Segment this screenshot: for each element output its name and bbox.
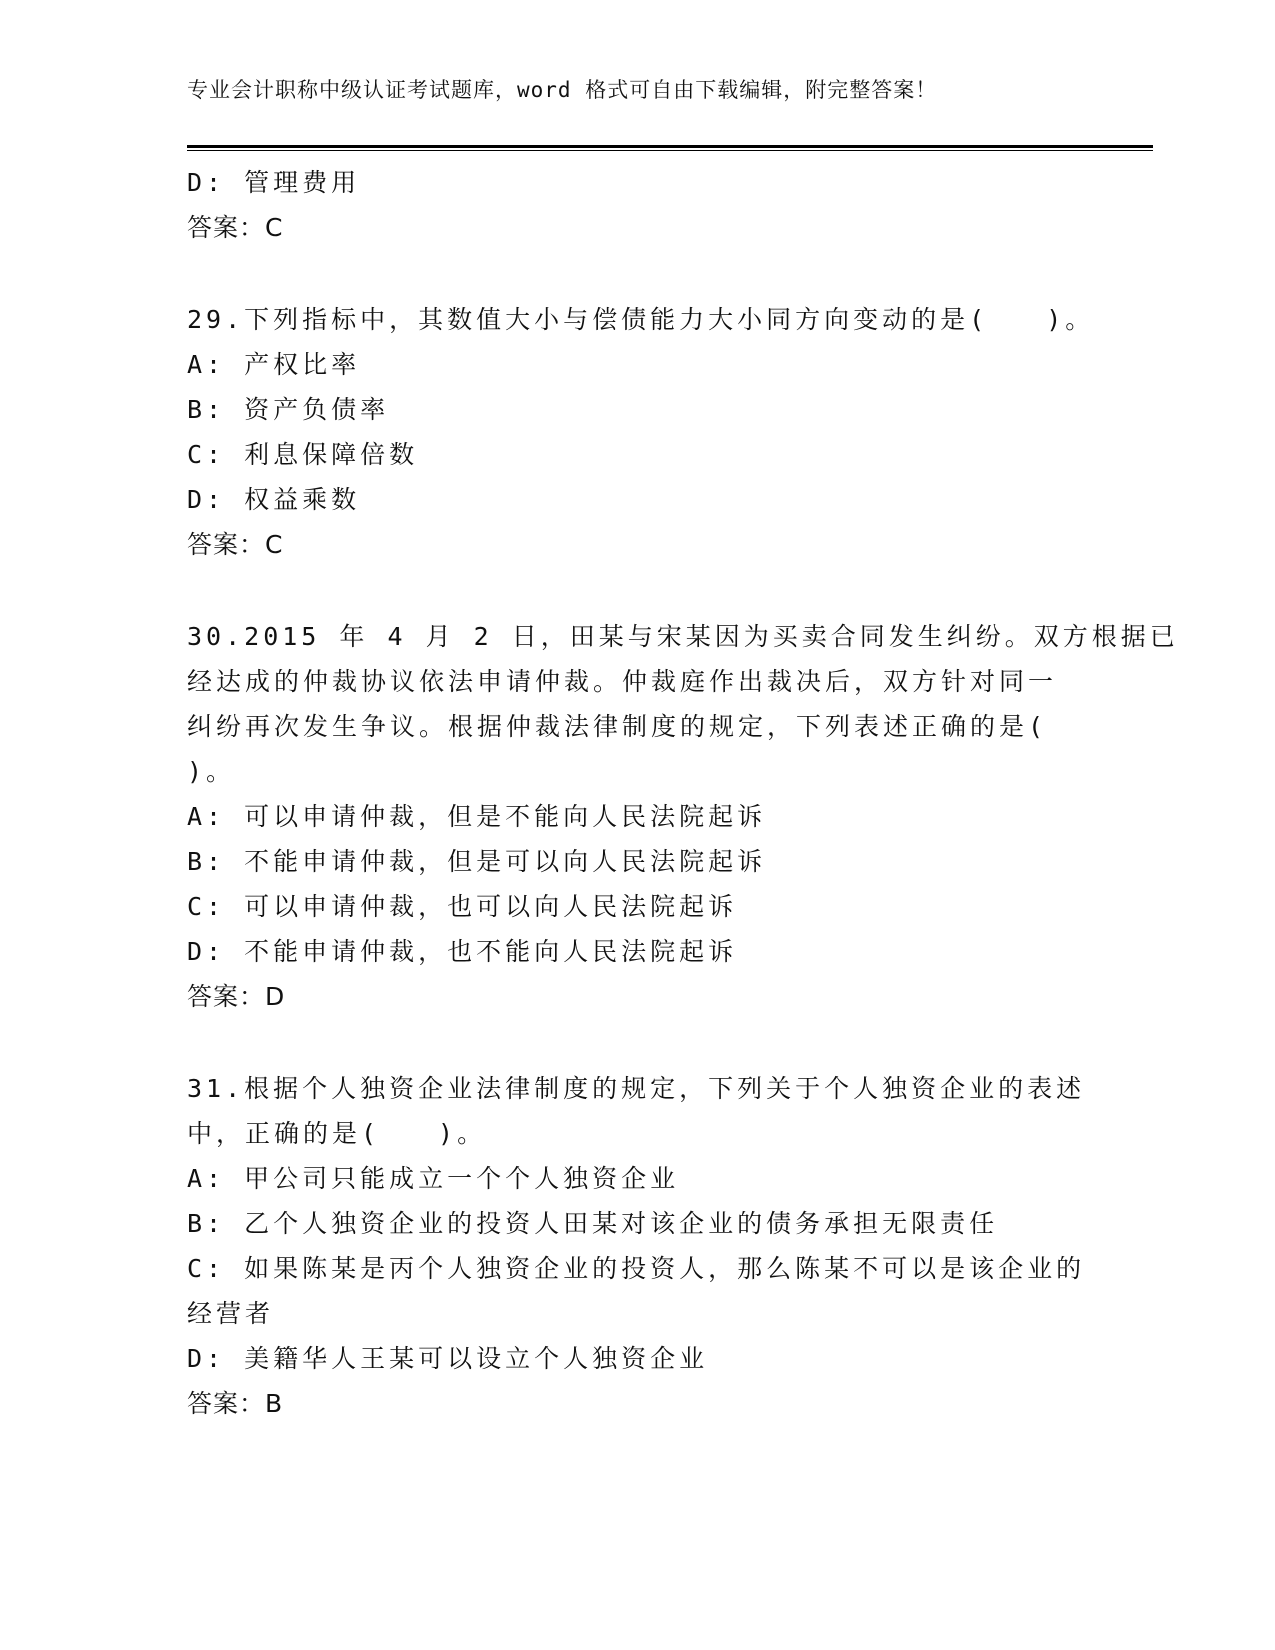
option-c: C: 可以申请仲裁，也可以向人民法院起诉 — [187, 892, 738, 921]
question-line: 31.根据个人独资企业法律制度的规定，下列关于个人独资企业的表述 — [187, 1074, 1086, 1103]
spacer — [187, 250, 1087, 297]
option-c: C: 如果陈某是丙个人独资企业的投资人，那么陈某不可以是该企业的 — [187, 1254, 1086, 1283]
option-d: D: 不能申请仲裁，也不能向人民法院起诉 — [187, 937, 738, 966]
question-line: 29.下列指标中，其数值大小与偿债能力大小同方向变动的是( )。 — [187, 305, 1095, 334]
option-a: A: 甲公司只能成立一个个人独资企业 — [187, 1164, 680, 1193]
question-content — [187, 160, 1179, 1426]
answer-line: 答案：C — [187, 213, 284, 242]
question-29 — [187, 297, 1095, 567]
question-30 — [187, 614, 1179, 1019]
option-c-continued: 经营者 — [187, 1299, 275, 1328]
question-line: )。 — [187, 757, 236, 786]
option-d: D: 管理费用 — [187, 168, 361, 197]
answer-line: 答案：D — [187, 982, 286, 1011]
prev-question-tail — [187, 160, 1087, 250]
question-line: 纠纷再次发生争议。根据仲裁法律制度的规定，下列表述正确的是( — [187, 712, 1048, 741]
option-c: C: 利息保障倍数 — [187, 440, 419, 469]
question-line: 30.2015 年 4 月 2 日，田某与宋某因为买卖合同发生纠纷。双方根据已 — [187, 622, 1179, 651]
spacer — [187, 1019, 1087, 1066]
spacer — [187, 567, 1087, 614]
question-31 — [187, 1066, 1087, 1426]
option-d: D: 美籍华人王某可以设立个人独资企业 — [187, 1344, 709, 1373]
option-d: D: 权益乘数 — [187, 485, 361, 514]
header-rule-thin — [187, 150, 1153, 151]
answer-line: 答案：B — [187, 1389, 284, 1418]
question-text — [187, 297, 1095, 342]
header-rule-thick — [187, 145, 1153, 148]
question-text — [187, 1066, 1087, 1156]
question-line: 中，正确的是( )。 — [187, 1119, 487, 1148]
option-a: A: 产权比率 — [187, 350, 361, 379]
option-b: B: 乙个人独资企业的投资人田某对该企业的债务承担无限责任 — [187, 1209, 999, 1238]
page-header: 专业会计职称中级认证考试题库，word 格式可自由下载编辑，附完整答案！ — [187, 78, 938, 102]
question-text — [187, 614, 1179, 794]
option-b: B: 资产负债率 — [187, 395, 390, 424]
option-b: B: 不能申请仲裁，但是可以向人民法院起诉 — [187, 847, 767, 876]
option-a: A: 可以申请仲裁，但是不能向人民法院起诉 — [187, 802, 767, 831]
question-line: 经达成的仲裁协议依法申请仲裁。仲裁庭作出裁决后，双方针对同一 — [187, 667, 1058, 696]
answer-line: 答案：C — [187, 530, 284, 559]
